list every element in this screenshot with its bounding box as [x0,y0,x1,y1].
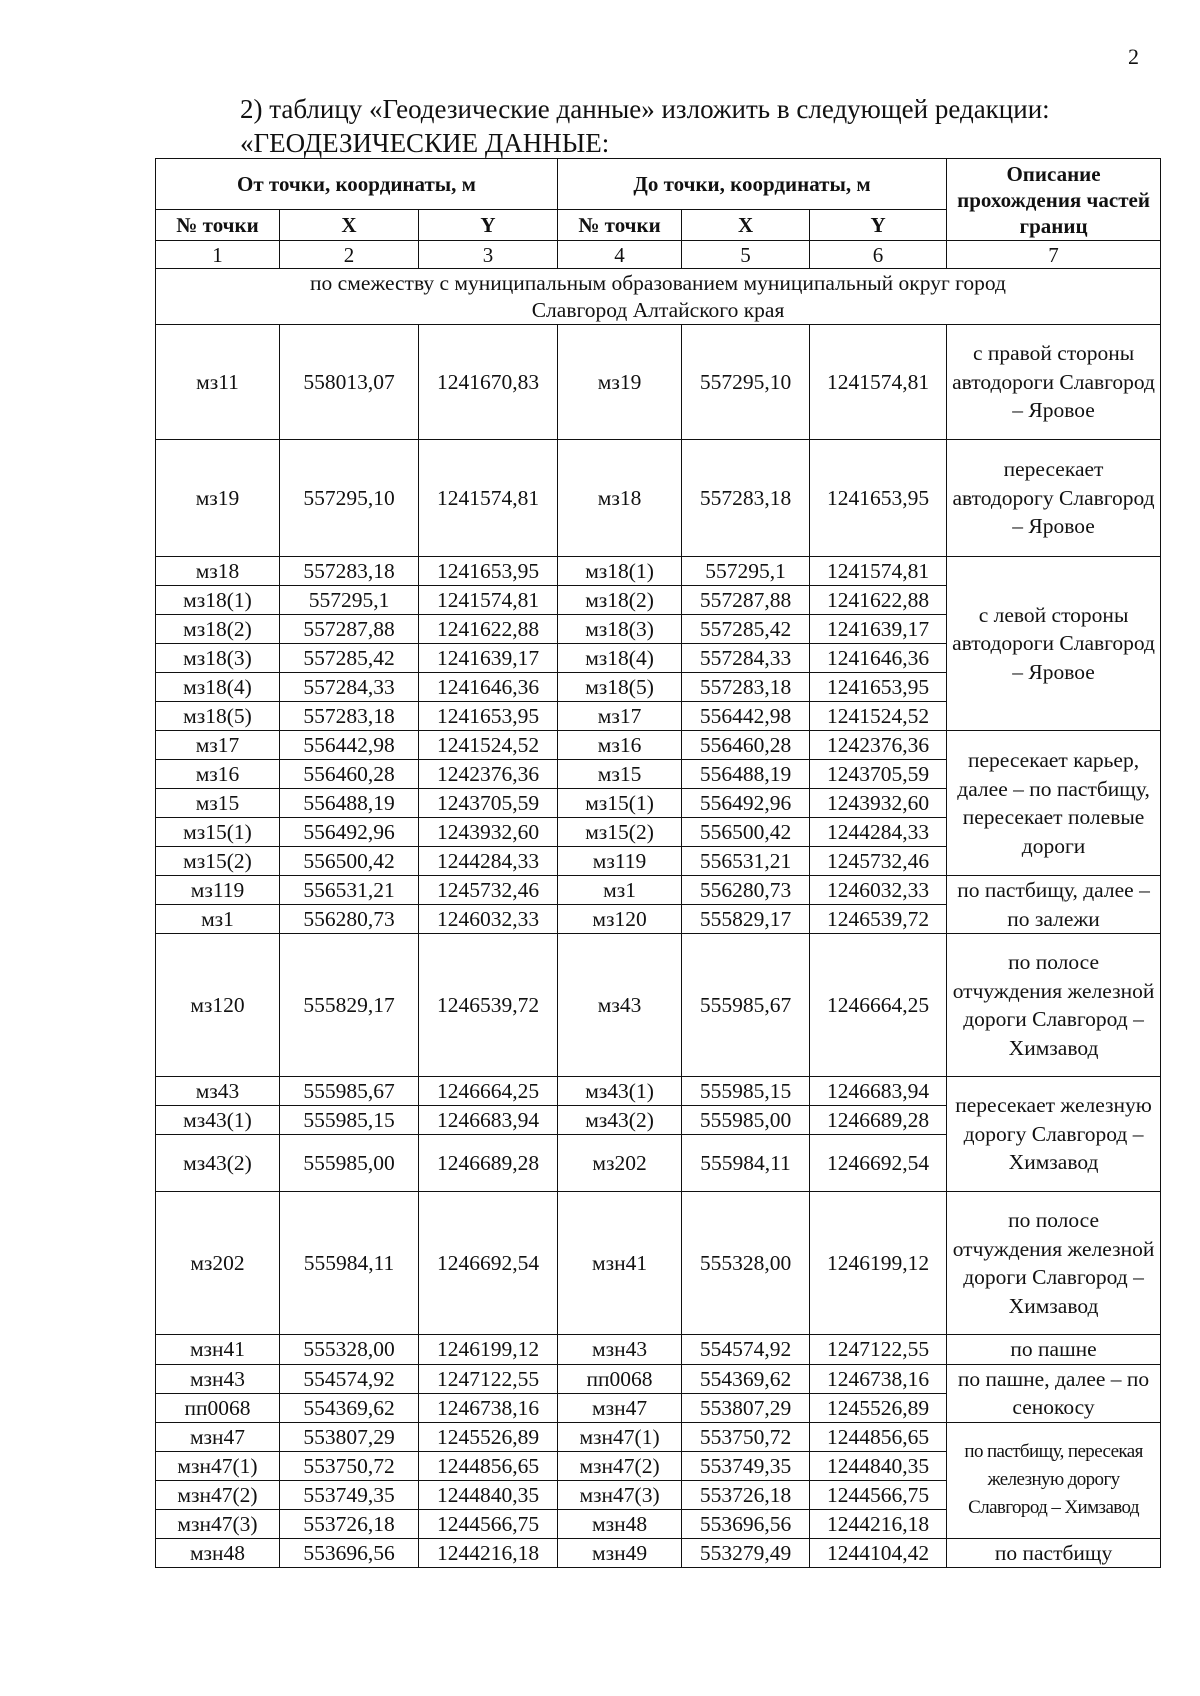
to-x: 553807,29 [682,1393,810,1422]
to-y: 1244566,75 [810,1480,947,1509]
intro-text [240,92,1050,160]
to-point: мз17 [558,702,682,731]
to-x: 556531,21 [682,847,810,876]
from-point: мз43 [156,1077,280,1106]
table-row [156,557,1161,586]
from-y: 1241653,95 [419,702,558,731]
to-y: 1246689,28 [810,1106,947,1135]
to-point: мз18(5) [558,673,682,702]
to-y: 1246692,54 [810,1135,947,1192]
table-row [156,440,1161,557]
to-point: мзн47(2) [558,1451,682,1480]
to-point: мз18 [558,440,682,557]
boundary-description: по пашне [947,1335,1161,1365]
from-point: мз202 [156,1192,280,1335]
from-y: 1242376,36 [419,760,558,789]
to-point: мз19 [558,325,682,440]
from-x: 557295,10 [280,440,419,557]
to-y: 1244284,33 [810,818,947,847]
from-point: мз17 [156,731,280,760]
to-y: 1245732,46 [810,847,947,876]
to-x: 557295,10 [682,325,810,440]
from-y: 1244840,35 [419,1480,558,1509]
from-y: 1241524,52 [419,731,558,760]
from-x: 556488,19 [280,789,419,818]
from-x: 555985,00 [280,1135,419,1192]
from-x: 557283,18 [280,702,419,731]
section-row [156,269,1161,325]
to-point: мзн47(3) [558,1480,682,1509]
from-y: 1246689,28 [419,1135,558,1192]
to-x: 557295,1 [682,557,810,586]
to-point: мзн43 [558,1335,682,1365]
from-x: 556492,96 [280,818,419,847]
from-x: 557285,42 [280,644,419,673]
boundary-description: по пастбищу, далее – по залежи [947,876,1161,934]
to-point: мз119 [558,847,682,876]
from-x: 557284,33 [280,673,419,702]
from-x: 555985,67 [280,1077,419,1106]
intro-line-2: «ГЕОДЕЗИЧЕСКИЕ ДАННЫЕ: [240,128,610,158]
to-x: 554574,92 [682,1335,810,1365]
to-x: 556488,19 [682,760,810,789]
column-number: 7 [947,241,1161,269]
to-y: 1246664,25 [810,934,947,1077]
from-point: мз15 [156,789,280,818]
to-x: 556500,42 [682,818,810,847]
to-point: мз15(2) [558,818,682,847]
from-point: мз15(1) [156,818,280,847]
from-x: 555328,00 [280,1335,419,1365]
from-y: 1243705,59 [419,789,558,818]
from-point: мзн47 [156,1422,280,1451]
to-x-header: X [682,210,810,241]
to-x: 553726,18 [682,1480,810,1509]
from-points-header: От точки, координаты, м [156,159,558,210]
from-x: 553807,29 [280,1422,419,1451]
boundary-description: по полосе отчуждения железной дороги Славгород – Химзавод [947,934,1161,1077]
to-y: 1247122,55 [810,1335,947,1365]
from-x: 556442,98 [280,731,419,760]
from-x: 556500,42 [280,847,419,876]
from-point: мзн43 [156,1364,280,1393]
column-number: 2 [280,241,419,269]
from-x: 553696,56 [280,1538,419,1568]
to-y: 1244840,35 [810,1451,947,1480]
from-x: 555984,11 [280,1192,419,1335]
header-row [156,159,1161,210]
intro-line-1: 2) таблицу «Геодезические данные» изложить в следующей редакции: [240,94,1050,124]
boundary-description: по пастбищу [947,1538,1161,1568]
to-point: мз15 [558,760,682,789]
from-point: мзн48 [156,1538,280,1568]
from-point: мз119 [156,876,280,905]
from-x: 558013,07 [280,325,419,440]
to-x: 553750,72 [682,1422,810,1451]
from-y: 1241622,88 [419,615,558,644]
to-y: 1241639,17 [810,615,947,644]
to-x: 555985,00 [682,1106,810,1135]
from-x-header: X [280,210,419,241]
to-y-header: Y [810,210,947,241]
to-x: 553696,56 [682,1509,810,1538]
from-point: мз16 [156,760,280,789]
to-y: 1244104,42 [810,1538,947,1568]
from-y: 1246032,33 [419,905,558,934]
from-point: мз43(2) [156,1135,280,1192]
from-y: 1241639,17 [419,644,558,673]
to-x: 556460,28 [682,731,810,760]
from-x: 555985,15 [280,1106,419,1135]
from-point: мз11 [156,325,280,440]
to-x: 555985,15 [682,1077,810,1106]
section-title: по смежеству с муниципальным образованием муниципальный округ город Славгород Алтайского края [156,269,1161,325]
to-point-no-header: № точки [558,210,682,241]
from-y: 1241574,81 [419,586,558,615]
to-x: 555984,11 [682,1135,810,1192]
to-point: мз202 [558,1135,682,1192]
to-y: 1246738,16 [810,1364,947,1393]
from-point: мз18 [156,557,280,586]
from-y: 1243932,60 [419,818,558,847]
to-x: 557283,18 [682,673,810,702]
from-point: мз18(3) [156,644,280,673]
table-row [156,1538,1161,1568]
from-point: мзн47(3) [156,1509,280,1538]
to-y: 1241574,81 [810,557,947,586]
from-y: 1241574,81 [419,440,558,557]
boundary-description: пересекает карьер, далее – по пастбищу, пересекает полевые дороги [947,731,1161,876]
column-number: 1 [156,241,280,269]
boundary-description: по пашне, далее – по сенокосу [947,1364,1161,1422]
geodesic-data-table [155,158,1161,1568]
from-point: мз43(1) [156,1106,280,1135]
to-x: 553749,35 [682,1451,810,1480]
from-y: 1245526,89 [419,1422,558,1451]
from-x: 553750,72 [280,1451,419,1480]
from-x: 557283,18 [280,557,419,586]
to-point: мз18(2) [558,586,682,615]
table-row [156,1077,1161,1106]
from-y: 1246199,12 [419,1335,558,1365]
to-y: 1246539,72 [810,905,947,934]
to-point: мз15(1) [558,789,682,818]
from-point: мз18(1) [156,586,280,615]
boundary-description: с левой стороны автодороги Славгород – Яровое [947,557,1161,731]
from-point: мз120 [156,934,280,1077]
from-y: 1244216,18 [419,1538,558,1568]
to-point: мз16 [558,731,682,760]
from-y: 1241646,36 [419,673,558,702]
from-point: мз18(2) [156,615,280,644]
to-y: 1241646,36 [810,644,947,673]
to-y: 1243705,59 [810,760,947,789]
boundary-description: пересекает железную дорогу Славгород – Химзавод [947,1077,1161,1192]
to-x: 556492,96 [682,789,810,818]
table-row [156,876,1161,905]
to-x: 555985,67 [682,934,810,1077]
to-point: пп0068 [558,1364,682,1393]
from-point-no-header: № точки [156,210,280,241]
from-y-header: Y [419,210,558,241]
from-point: мз1 [156,905,280,934]
column-number: 6 [810,241,947,269]
to-y: 1244216,18 [810,1509,947,1538]
from-x: 555829,17 [280,934,419,1077]
boundary-description: пересекает автодорогу Славгород – Яровое [947,440,1161,557]
to-point: мз43(2) [558,1106,682,1135]
table-row [156,1192,1161,1335]
table-row [156,1335,1161,1365]
from-point: мз18(5) [156,702,280,731]
to-point: мз18(3) [558,615,682,644]
to-y: 1241653,95 [810,440,947,557]
to-y: 1241574,81 [810,325,947,440]
to-y: 1246199,12 [810,1192,947,1335]
boundary-description: по полосе отчуждения железной дороги Славгород – Химзавод [947,1192,1161,1335]
from-x: 557287,88 [280,615,419,644]
from-y: 1246692,54 [419,1192,558,1335]
table-row [156,731,1161,760]
from-y: 1244566,75 [419,1509,558,1538]
to-point: мзн49 [558,1538,682,1568]
to-x: 557285,42 [682,615,810,644]
boundary-description: по пастбищу, пересекая железную дорогу Славгород – Химзавод [947,1422,1161,1538]
to-y: 1244856,65 [810,1422,947,1451]
table-row [156,325,1161,440]
from-x: 553749,35 [280,1480,419,1509]
to-point: мзн48 [558,1509,682,1538]
from-y: 1246683,94 [419,1106,558,1135]
column-number: 5 [682,241,810,269]
to-point: мз1 [558,876,682,905]
from-point: мз18(4) [156,673,280,702]
to-y: 1241524,52 [810,702,947,731]
to-point: мз18(4) [558,644,682,673]
from-y: 1246539,72 [419,934,558,1077]
from-point: пп0068 [156,1393,280,1422]
to-x: 557287,88 [682,586,810,615]
from-point: мз15(2) [156,847,280,876]
to-x: 556280,73 [682,876,810,905]
to-x: 553279,49 [682,1538,810,1568]
column-number-row [156,241,1161,269]
to-x: 556442,98 [682,702,810,731]
to-points-header: До точки, координаты, м [558,159,947,210]
description-header: Описание прохождения частей границ [947,159,1161,241]
to-x: 557283,18 [682,440,810,557]
column-number: 3 [419,241,558,269]
from-y: 1246664,25 [419,1077,558,1106]
to-x: 554369,62 [682,1364,810,1393]
to-point: мз43(1) [558,1077,682,1106]
geodesic-data-table-wrapper [155,158,1161,1568]
to-point: мз43 [558,934,682,1077]
from-x: 556280,73 [280,905,419,934]
from-point: мзн47(2) [156,1480,280,1509]
column-number: 4 [558,241,682,269]
to-x: 555328,00 [682,1192,810,1335]
to-x: 557284,33 [682,644,810,673]
to-y: 1246683,94 [810,1077,947,1106]
from-y: 1244856,65 [419,1451,558,1480]
to-point: мзн41 [558,1192,682,1335]
from-point: мзн47(1) [156,1451,280,1480]
table-row [156,1364,1161,1393]
from-x: 556531,21 [280,876,419,905]
from-point: мз19 [156,440,280,557]
to-y: 1245526,89 [810,1393,947,1422]
to-y: 1242376,36 [810,731,947,760]
from-y: 1241653,95 [419,557,558,586]
to-point: мз120 [558,905,682,934]
from-y: 1244284,33 [419,847,558,876]
from-y: 1246738,16 [419,1393,558,1422]
to-y: 1241622,88 [810,586,947,615]
to-point: мзн47(1) [558,1422,682,1451]
to-y: 1246032,33 [810,876,947,905]
from-x: 554369,62 [280,1393,419,1422]
from-x: 556460,28 [280,760,419,789]
to-y: 1241653,95 [810,673,947,702]
page-number: 2 [1128,44,1139,69]
from-y: 1245732,46 [419,876,558,905]
from-x: 554574,92 [280,1364,419,1393]
from-y: 1247122,55 [419,1364,558,1393]
table-row [156,934,1161,1077]
from-point: мзн41 [156,1335,280,1365]
to-y: 1243932,60 [810,789,947,818]
table-row [156,1422,1161,1451]
to-point: мзн47 [558,1393,682,1422]
from-x: 557295,1 [280,586,419,615]
to-x: 555829,17 [682,905,810,934]
from-y: 1241670,83 [419,325,558,440]
boundary-description: с правой стороны автодороги Славгород – Яровое [947,325,1161,440]
to-point: мз18(1) [558,557,682,586]
from-x: 553726,18 [280,1509,419,1538]
